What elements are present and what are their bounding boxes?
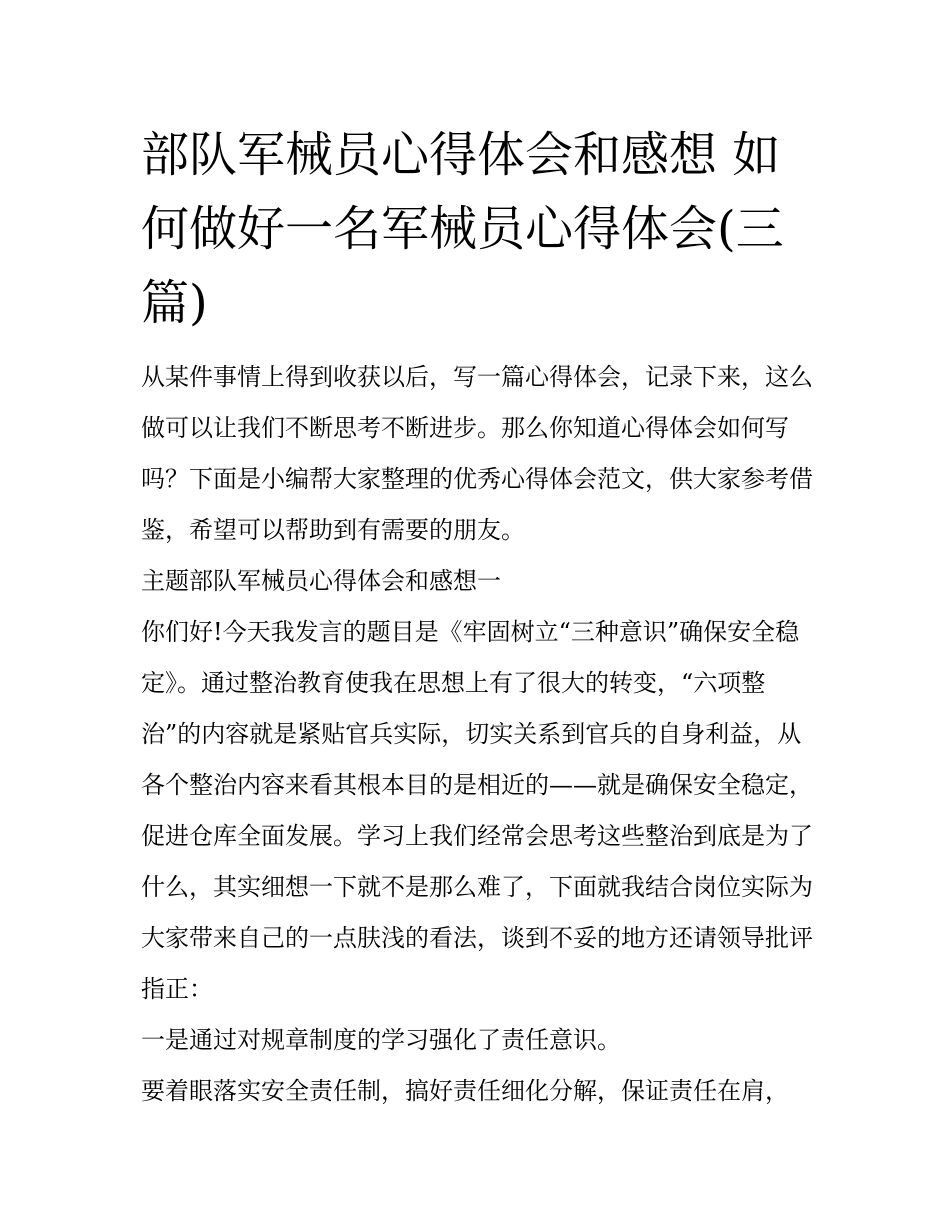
paragraph-responsibility: 要着眼落实安全责任制，搞好责任细化分解，保证责任在肩， — [141, 1077, 789, 1105]
paragraph-intro: 从某件事情上得到收获以后，写一篇心得体会，记录下来，这么做可以让我们不断思考不断进步。那么你知道心得体会如何写吗？下面是小编帮大家整理的优秀心得体会范文，供大家参考借鉴，希望可以帮助到有需要的朋友。 — [141, 363, 813, 544]
paragraph-section-heading: 主题部队军械员心得体会和感想一 — [141, 567, 501, 595]
paragraph-speech: 你们好!今天我发言的题目是《牢固树立“三种意识”确保安全稳定》。通过整治教育使我在思想上有了很大的转变，“六项整治”的内容就是紧贴官兵实际，切实关系到官兵的自身利益，从各个整治内容来看其根本目的是相近的——就是确保安全稳定，促进仓库全面发展。学习上我们经常会思考这些整治到底是为了什么，其实细想一下就不是那么难了，下面就我结合岗位实际为大家带来自己的一点肤浅的看法，谈到不妥的地方还请领导批评指正： — [141, 618, 813, 1003]
paragraph-point-one: 一是通过对规章制度的学习强化了责任意识。 — [141, 1026, 621, 1054]
document-title: 部队军械员心得体会和感想 如何做好一名军械员心得体会(三篇) — [141, 127, 784, 331]
document-content — [141, 118, 813, 1117]
document-body — [141, 352, 813, 1117]
